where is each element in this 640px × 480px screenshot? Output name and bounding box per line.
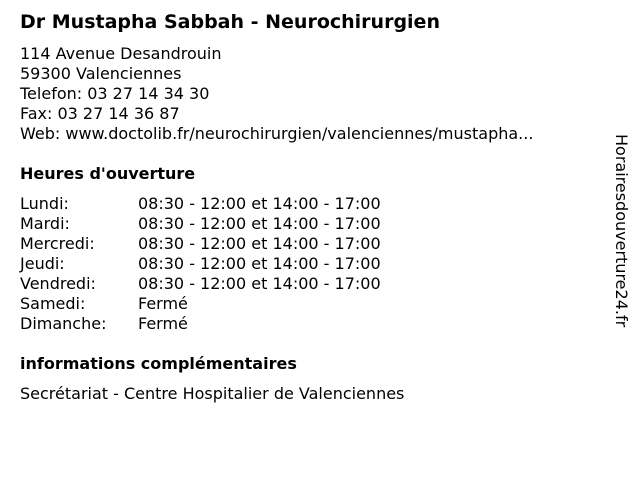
day-label: Vendredi:: [20, 274, 96, 293]
website-link[interactable]: www.doctolib.fr/neurochirurgien/valenciennes/mustapha...: [65, 124, 534, 143]
day-label: Mercredi:: [20, 234, 95, 253]
info-heading: informations complémentaires: [20, 354, 297, 373]
day-hours: 08:30 - 12:00 et 14:00 - 17:00: [138, 234, 381, 253]
day-label: Jeudi:: [20, 254, 65, 273]
phone-number: Telefon: 03 27 14 34 30: [20, 84, 210, 103]
address-city: 59300 Valenciennes: [20, 64, 182, 83]
fax-number: Fax: 03 27 14 36 87: [20, 104, 180, 123]
day-hours: 08:30 - 12:00 et 14:00 - 17:00: [138, 274, 381, 293]
day-hours: 08:30 - 12:00 et 14:00 - 17:00: [138, 194, 381, 213]
info-text: Secrétariat - Centre Hospitalier de Valenciennes: [20, 384, 405, 403]
day-hours: 08:30 - 12:00 et 14:00 - 17:00: [138, 214, 381, 233]
day-label: Samedi:: [20, 294, 86, 313]
site-watermark: Horairesdouverture24.fr: [612, 134, 631, 328]
website-label: Web:: [20, 124, 66, 143]
day-label: Mardi:: [20, 214, 70, 233]
address-street: 114 Avenue Desandrouin: [20, 44, 222, 63]
website-line: [20, 124, 533, 144]
day-hours: Fermé: [138, 314, 188, 333]
day-hours: 08:30 - 12:00 et 14:00 - 17:00: [138, 254, 381, 273]
contact-block: [20, 44, 533, 144]
day-label: Dimanche:: [20, 314, 107, 333]
day-hours: Fermé: [138, 294, 188, 313]
day-label: Lundi:: [20, 194, 69, 213]
page-title: Dr Mustapha Sabbah - Neurochirurgien: [20, 11, 440, 33]
hours-heading: Heures d'ouverture: [20, 164, 196, 183]
